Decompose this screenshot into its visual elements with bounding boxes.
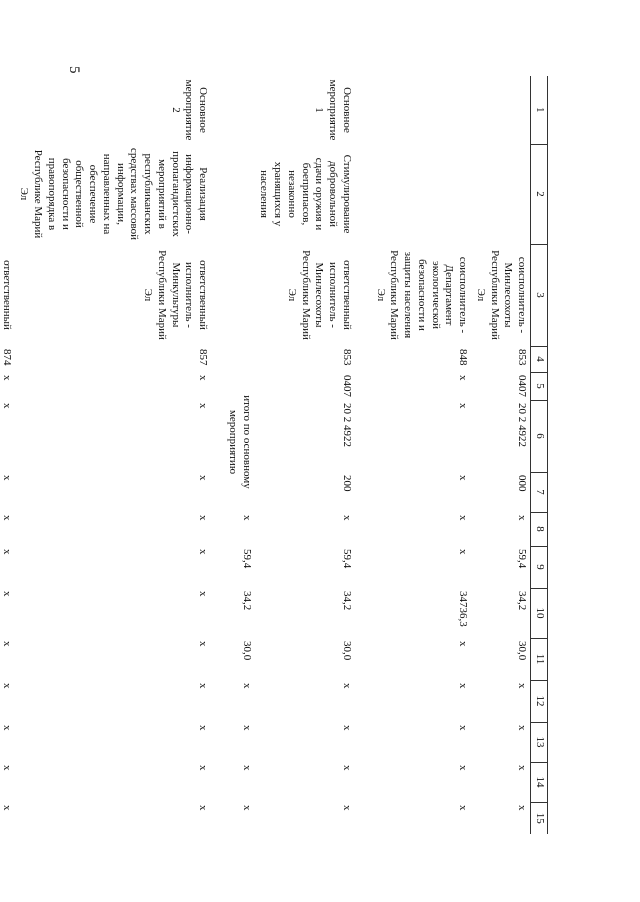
cell-col-4: 848 (457, 349, 470, 366)
cell-col-15: x (457, 805, 470, 811)
cell-col-7: x (457, 475, 470, 481)
header-cell: 5 (531, 372, 548, 400)
cell-col-1 (371, 76, 471, 144)
cell-col-14: x (197, 765, 210, 771)
cell-col-9: 59,4 (516, 549, 529, 569)
header-cell: 12 (531, 680, 548, 722)
cell-col-2: Стимулирование добровольной сдачи оружия и боеприпасов, незаконно хранящихся у населения (258, 154, 353, 234)
cell-col-10: x (0, 591, 13, 597)
cell-col-13: x (516, 725, 529, 731)
cell-col-14: x (516, 765, 529, 771)
cell-col-2 (471, 144, 531, 244)
cell-col-8: x (240, 515, 253, 521)
table-row (0, 76, 15, 834)
cell-col-2 (371, 144, 471, 244)
cell-col-5: x (0, 375, 13, 381)
cell-col-8: x (197, 515, 210, 521)
header-cell: 10 (531, 588, 548, 638)
cell-col-7: x (197, 475, 210, 481)
cell-col-15: x (197, 805, 210, 811)
cell-col-15: x (0, 805, 13, 811)
cell-col-12: x (240, 683, 253, 689)
cell-col-2 (0, 144, 15, 244)
cell-col-14: x (457, 765, 470, 771)
cell-col-8: x (0, 515, 13, 521)
cell-col-3: соисполнитель - Минлесохоты Республики Марий Эл (475, 250, 529, 340)
cell-col-1 (0, 76, 15, 144)
cell-col-5: x (457, 375, 470, 381)
page-number: 5 (66, 66, 82, 74)
cell-col-6: 20 2 4922 (516, 403, 529, 447)
cell-col-1: Основное мероприятие 1 (313, 79, 353, 141)
cell-col-11: x (0, 641, 13, 647)
cell-col-5: x (197, 375, 210, 381)
cell-col-1: Основное мероприятие 2 (169, 79, 210, 141)
cell-col-14: x (341, 765, 353, 771)
cell-col-5: итого по основному мероприятию (227, 395, 253, 489)
table-row (223, 76, 255, 834)
cell-col-9: x (457, 549, 470, 555)
cell-col-11: x (457, 641, 470, 647)
cell-col-15: x (516, 805, 529, 811)
cell-col-5: 0407 (341, 375, 353, 397)
cell-col-13: x (197, 725, 210, 731)
cell-col-13: x (341, 725, 353, 731)
cell-col-6: x (457, 403, 470, 409)
cell-col-7: 000 (516, 475, 529, 492)
header-cell: 3 (531, 244, 548, 346)
cell-col-6: x (197, 403, 210, 409)
cell-col-8: x (341, 515, 353, 521)
table-row (15, 76, 224, 834)
header-cell: 7 (531, 472, 548, 512)
cell-col-12: x (516, 683, 529, 689)
cell-col-9: x (0, 549, 13, 555)
cell-col-6: 20 2 4922 (341, 403, 353, 447)
cell-col-12: x (457, 683, 470, 689)
cell-col-7: 200 (341, 475, 353, 492)
table-row (371, 76, 471, 834)
cell-col-1 (471, 76, 531, 144)
header-cell: 8 (531, 512, 548, 546)
cell-col-6: x (0, 403, 13, 409)
cell-col-14: x (240, 765, 253, 771)
cell-col-4 (223, 346, 255, 372)
cell-col-10: 34,2 (240, 591, 253, 611)
header-row (531, 76, 548, 834)
cell-col-4: 853 (341, 349, 353, 366)
cell-col-13: x (0, 725, 13, 731)
cell-col-10: x (197, 591, 210, 597)
cell-col-3: соисполнитель - Департамент экологической безопасности и защиты населения Республики Марий Эл (374, 250, 470, 340)
cell-col-12: x (197, 683, 210, 689)
cell-col-4: 857 (197, 349, 210, 366)
cell-col-13: x (457, 725, 470, 731)
header-cell: 13 (531, 722, 548, 762)
cell-col-5: 0407 (516, 375, 529, 397)
cell-col-8: x (457, 515, 470, 521)
header-cell: 6 (531, 400, 548, 472)
header-cell: 15 (531, 802, 548, 834)
header-cell: 11 (531, 638, 548, 680)
header-cell: 9 (531, 546, 548, 588)
cell-col-3: ответственный исполнитель - Минлесохоты Республики Марий Эл (286, 250, 353, 340)
cell-col-3: ответственный исполнитель - Минкультуры Республики Марий Эл (142, 250, 210, 340)
header-cell: 2 (531, 144, 548, 244)
cell-col-9: 59,4 (240, 549, 253, 569)
cell-col-1 (223, 76, 255, 144)
cell-col-4: 874 (0, 349, 13, 366)
cell-col-11: 30,0 (240, 641, 253, 661)
cell-col-10: 34,2 (516, 591, 529, 611)
budget-table (0, 76, 548, 834)
cell-col-3: ответственный (0, 260, 13, 330)
cell-col-4: 853 (516, 349, 529, 366)
cell-col-15: x (341, 805, 353, 811)
cell-col-9: 59,4 (341, 549, 353, 569)
header-cell: 4 (531, 346, 548, 372)
cell-col-14: x (0, 765, 13, 771)
cell-col-11: 30,0 (516, 641, 529, 661)
cell-col-2: Реализация информационно-пропагандистских мероприятий в республиканских средствах массовой информации, направленных на обеспечение общественной безопасности и правопорядка в Республике Марий Эл (18, 147, 210, 241)
cell-col-12: x (0, 683, 13, 689)
cell-col-9: x (197, 549, 210, 555)
cell-col-12: x (341, 683, 353, 689)
header-cell: 14 (531, 762, 548, 802)
cell-col-10: 34736,3 (457, 591, 470, 627)
cell-col-11: 30,0 (341, 641, 353, 661)
cell-col-13: x (240, 725, 253, 731)
cell-col-10: 34,2 (341, 591, 353, 611)
header-cell: 1 (531, 76, 548, 144)
cell-col-8: x (516, 515, 529, 521)
cell-col-3 (223, 244, 255, 346)
cell-col-7: x (0, 475, 13, 481)
cell-col-2 (223, 144, 255, 244)
table-row (471, 76, 531, 834)
cell-col-11: x (197, 641, 210, 647)
table-row (255, 76, 371, 834)
cell-col-15: x (240, 805, 253, 811)
